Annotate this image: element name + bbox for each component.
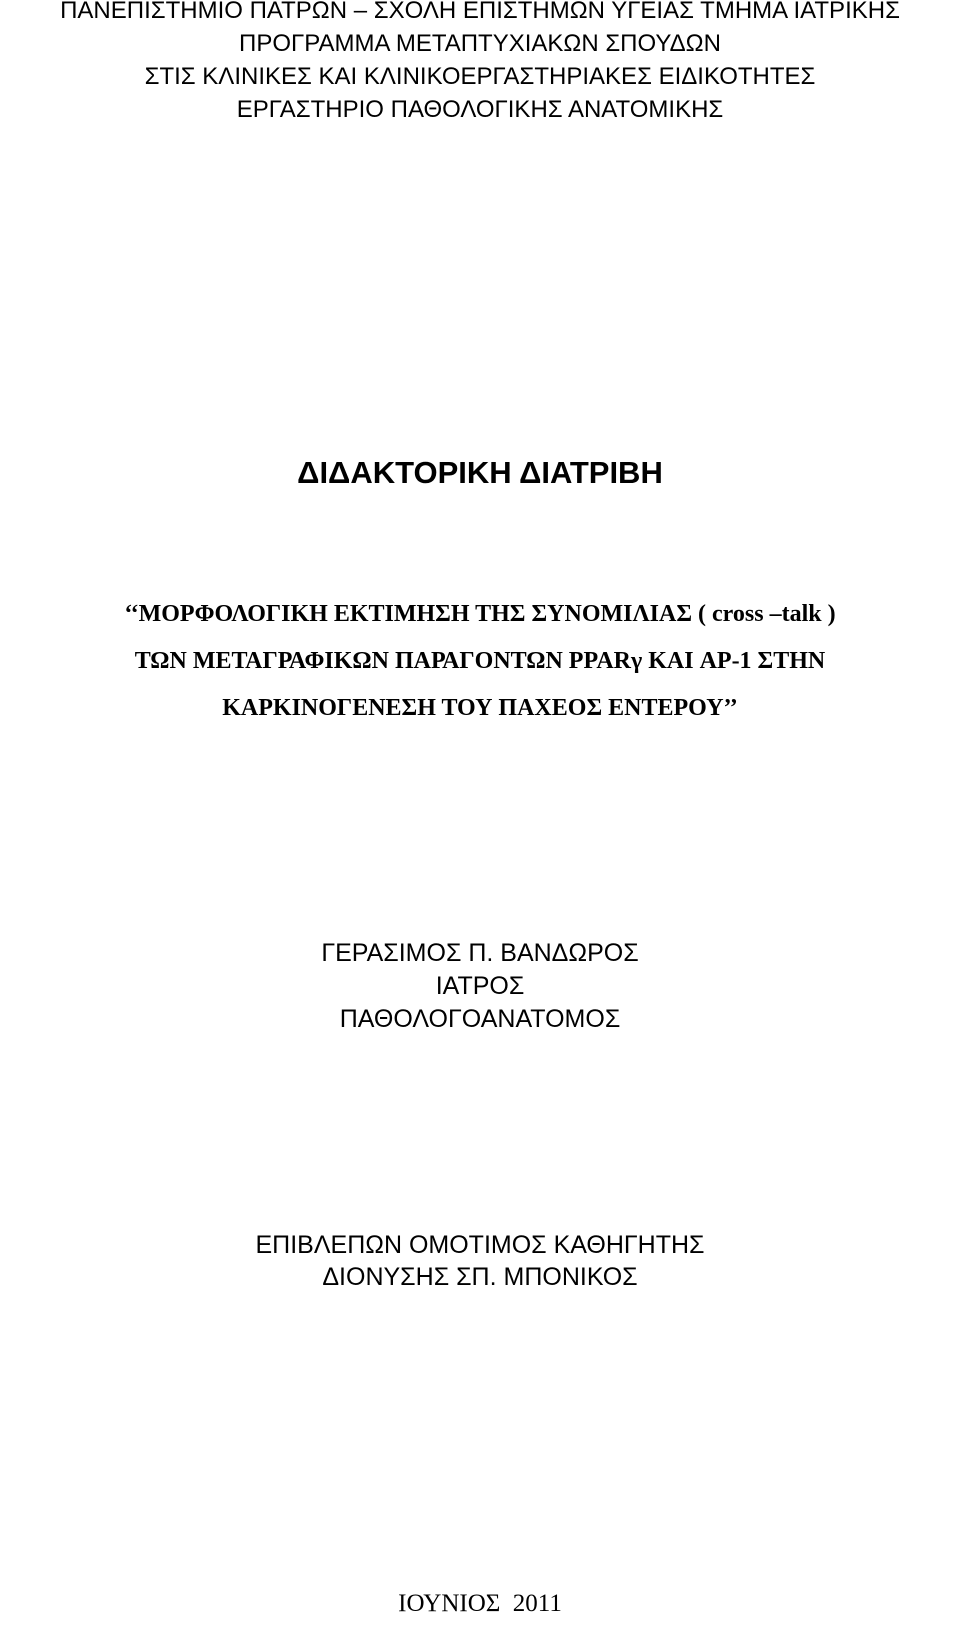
- author-specialty: ΠΑΘΟΛΟΓΟΑΝΑΤΟΜΟΣ: [339, 1005, 621, 1033]
- thesis-title-line-2: ΤΩΝ ΜΕΤΑΓΡΑΦΙΚΩΝ ΠΑΡΑΓΟΝΤΩΝ PPARγ ΚΑΙ AP-1 ΣΤΗΝ: [134, 648, 826, 674]
- header-line-specialties: ΣΤΙΣ ΚΛΙΝΙΚΕΣ ΚΑΙ ΚΛΙΝΙΚΟΕΡΓΑΣΤΗΡΙΑΚΕΣ ΕΙΔΙΚΟΤΗΤΕΣ: [144, 63, 816, 90]
- supervisor-block: [0, 1229, 960, 1293]
- author-name: ΓΕΡΑΣΙΜΟΣ Π. ΒΑΝΔΩΡΟΣ: [321, 939, 639, 967]
- thesis-title-line-3: ΚΑΡΚΙΝΟΓΕΝΕΣΗ ΤΟΥ ΠΑΧΕΟΣ ΕΝΤΕΡΟΥ’’: [222, 695, 738, 721]
- publication-date: [0, 1588, 960, 1620]
- header-line-laboratory: ΕΡΓΑΣΤΗΡΙΟ ΠΑΘΟΛΟΓΙΚΗΣ ΑΝΑΤΟΜΙΚΗΣ: [236, 96, 724, 123]
- supervisor-role: ΕΠΙΒΛΕΠΩΝ ΟΜΟΤΙΜΟΣ ΚΑΘΗΓΗΤΗΣ: [255, 1231, 705, 1259]
- institution-header: [0, 0, 960, 126]
- author-block: [0, 937, 960, 1036]
- author-profession: ΙΑΤΡΟΣ: [435, 972, 525, 1000]
- date-text: ΙΟΥΝΙΟΣ 2011: [398, 1590, 562, 1617]
- document-type-title: ΔΙΔΑΚΤΟΡΙΚΗ ΔΙΑΤΡΙΒΗ: [297, 455, 663, 490]
- thesis-title: [0, 591, 960, 732]
- header-line-program: ΠΡΟΓΡΑΜΜΑ ΜΕΤΑΠΤΥΧΙΑΚΩΝ ΣΠΟΥΔΩΝ: [239, 30, 721, 57]
- supervisor-name: ΔΙΟΝΥΣΗΣ ΣΠ. ΜΠΟΝΙΚΟΣ: [322, 1263, 638, 1291]
- thesis-title-line-1: ‘‘ΜΟΡΦΟΛΟΓΙΚΗ ΕΚΤΙΜΗΣΗ ΤΗΣ ΣΥΝΟΜΙΛΙΑΣ ( cross –talk ): [124, 601, 836, 627]
- header-line-university: ΠΑΝΕΠΙΣΤΗΜΙΟ ΠΑΤΡΩΝ – ΣΧΟΛΗ ΕΠΙΣΤΗΜΩΝ ΥΓΕΙΑΣ ΤΜΗΜΑ ΙΑΤΡΙΚΗΣ: [60, 0, 900, 24]
